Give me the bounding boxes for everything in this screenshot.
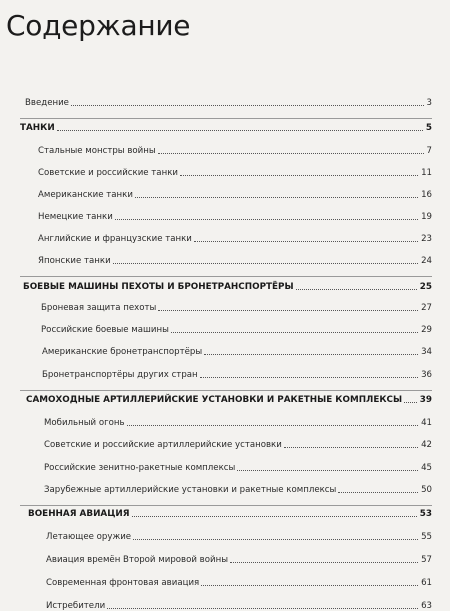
toc-entry	[20, 303, 432, 313]
toc-entry-label: Авиация времён Второй мировой войны	[46, 555, 228, 565]
toc-entry-page: 45	[421, 463, 432, 473]
toc-section	[20, 282, 432, 292]
toc-section-label: ВОЕННАЯ АВИАЦИЯ	[28, 509, 130, 519]
toc-entry-label: Бронетранспортёры других стран	[42, 370, 198, 380]
section-divider	[20, 390, 432, 391]
leader-dots	[201, 585, 418, 586]
toc-section-label: БОЕВЫЕ МАШИНЫ ПЕХОТЫ И БРОНЕТРАНСПОРТЁРЫ	[23, 282, 294, 292]
leader-dots	[404, 402, 417, 403]
toc-entry-page: 19	[421, 212, 432, 222]
toc-entry	[20, 234, 432, 244]
toc-entry-page: 57	[421, 555, 432, 565]
toc-entry	[20, 485, 432, 495]
leader-dots	[113, 263, 418, 264]
toc-entry	[20, 578, 432, 588]
toc-entry-label: Российские боевые машины	[41, 325, 169, 335]
toc-section-page: 5	[425, 123, 432, 133]
toc-section	[20, 509, 432, 519]
toc-entry-page: 23	[421, 234, 432, 244]
toc-entry	[20, 325, 432, 335]
toc-entry	[20, 256, 432, 266]
toc-section-label: САМОХОДНЫЕ АРТИЛЛЕРИЙСКИЕ УСТАНОВКИ И РАКЕТНЫЕ КОМПЛЕКСЫ	[26, 395, 403, 405]
toc-entry-page: 16	[421, 190, 432, 200]
toc-entry-label: Английские и французские танки	[38, 234, 192, 244]
toc-entry-page: 42	[421, 440, 432, 450]
leader-dots	[71, 105, 424, 106]
toc-entry-label: Немецкие танки	[38, 212, 113, 222]
toc-entry-label: Истребители	[46, 601, 106, 611]
leader-dots	[158, 153, 424, 154]
section-divider	[20, 118, 432, 119]
toc-entry	[20, 418, 432, 428]
toc-entry-page: 3	[426, 98, 432, 108]
toc-entry-label: Зарубежные артиллерийские установки и ракетные комплексы	[44, 485, 337, 495]
toc-entry-label: Введение	[25, 98, 69, 108]
toc-entry-page: 36	[421, 370, 432, 380]
toc-entry	[20, 212, 432, 222]
toc-entry	[20, 555, 432, 565]
toc-entry-label: Американские танки	[38, 190, 133, 200]
toc-entry-page: 29	[421, 325, 432, 335]
leader-dots	[171, 332, 418, 333]
leader-dots	[296, 289, 417, 290]
leader-dots	[57, 130, 423, 131]
toc-entry-page: 24	[421, 256, 432, 266]
toc-entry-label: Летающее оружие	[46, 532, 132, 542]
toc-section	[20, 395, 432, 405]
toc-entry	[20, 347, 432, 357]
leader-dots	[133, 539, 418, 540]
toc-entry-page: 7	[426, 146, 432, 156]
toc-entry-page: 11	[421, 168, 432, 178]
leader-dots	[204, 354, 418, 355]
toc-entry-label: Японские танки	[38, 256, 111, 266]
section-divider	[20, 505, 432, 506]
toc-entry	[20, 532, 432, 542]
toc-entry-page: 50	[421, 485, 432, 495]
leader-dots	[127, 425, 419, 426]
toc-entry	[20, 463, 432, 473]
toc-section-page: 25	[419, 282, 432, 292]
leader-dots	[200, 377, 418, 378]
leader-dots	[194, 241, 418, 242]
toc-entry	[20, 190, 432, 200]
toc-section	[20, 123, 432, 133]
leader-dots	[180, 175, 418, 176]
toc-section-page: 39	[419, 395, 432, 405]
toc-entry	[20, 601, 432, 611]
toc-entry-label: Советские и российские артиллерийские установки	[44, 440, 282, 450]
toc-entry	[20, 168, 432, 178]
toc-section-label: ТАНКИ	[20, 123, 55, 133]
leader-dots	[115, 219, 418, 220]
leader-dots	[284, 447, 418, 448]
toc-entry-label: Американские бронетранспортёры	[42, 347, 203, 357]
section-divider	[20, 276, 432, 277]
leader-dots	[237, 470, 418, 471]
toc-entry-label: Стальные монстры войны	[38, 146, 156, 156]
toc-entry-label: Российские зенитно-ракетные комплексы	[44, 463, 236, 473]
toc-entry-label: Мобильный огонь	[44, 418, 125, 428]
toc-entry	[20, 98, 432, 108]
page-title: Содержание	[6, 9, 191, 42]
toc-entry	[20, 370, 432, 380]
toc-entry-label: Броневая защита пехоты	[41, 303, 157, 313]
toc-entry-page: 41	[421, 418, 432, 428]
leader-dots	[135, 197, 418, 198]
leader-dots	[158, 310, 418, 311]
toc-entry-label: Советские и российские танки	[38, 168, 178, 178]
toc-entry-label: Современная фронтовая авиация	[46, 578, 200, 588]
leader-dots	[107, 608, 418, 609]
toc-entry-page: 27	[421, 303, 432, 313]
leader-dots	[230, 562, 418, 563]
toc-entry-page: 63	[421, 601, 432, 611]
toc-entry-page: 34	[421, 347, 432, 357]
toc-section-page: 53	[419, 509, 432, 519]
toc-entry-page: 55	[421, 532, 432, 542]
toc-entry-page: 61	[421, 578, 432, 588]
leader-dots	[338, 492, 418, 493]
leader-dots	[132, 516, 417, 517]
toc-entry	[20, 146, 432, 156]
toc-entry	[20, 440, 432, 450]
